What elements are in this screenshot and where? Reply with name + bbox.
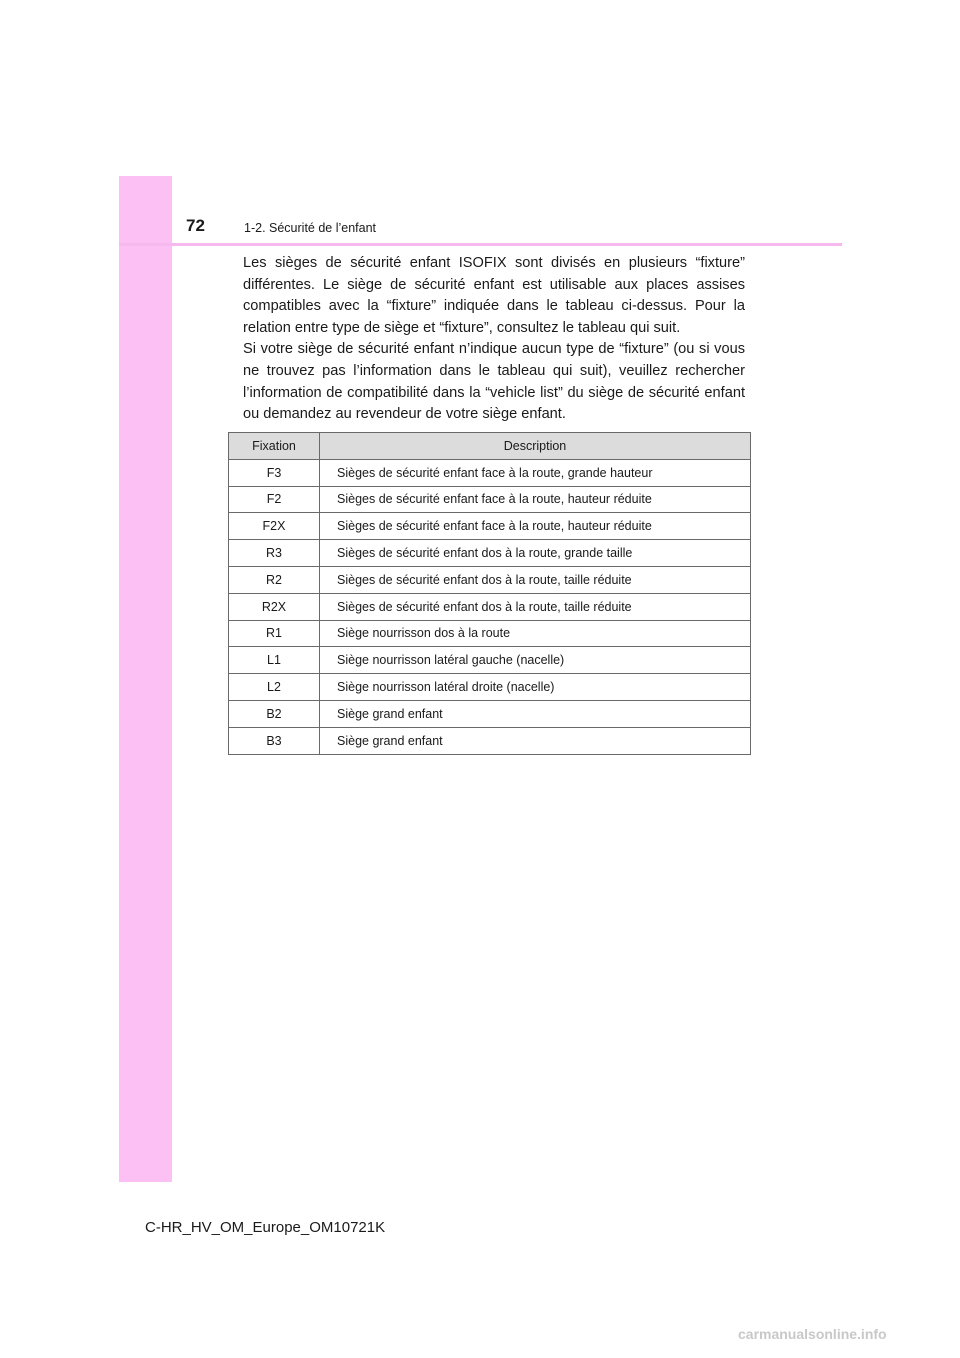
table-row bbox=[229, 513, 751, 540]
chapter-sidebar-tab bbox=[119, 176, 172, 1182]
document-code: C-HR_HV_OM_Europe_OM10721K bbox=[145, 1219, 386, 1236]
fixture-description: Sièges de sécurité enfant face à la route, hauteur réduite bbox=[320, 486, 751, 513]
paragraph: Les sièges de sécurité enfant ISOFIX sont divisés en plusieurs “fixture” différentes. Le siège de sécurité enfant est utilisable aux places assises compatibles avec la “fixture” indiquée dans le tableau ci-dessus. Pour la relation entre type de siège et “fixture”, consultez le tableau qui suit. bbox=[243, 255, 745, 336]
fixture-code: R3 bbox=[229, 540, 320, 567]
table-row bbox=[229, 593, 751, 620]
table-row bbox=[229, 647, 751, 674]
section-title: 1-2. Sécurité de l’enfant bbox=[244, 221, 377, 235]
fixture-code: R1 bbox=[229, 620, 320, 647]
table-row bbox=[229, 540, 751, 567]
column-header-fixation: Fixation bbox=[229, 433, 320, 460]
fixture-code: B3 bbox=[229, 727, 320, 754]
fixture-description: Siège nourrisson latéral gauche (nacelle) bbox=[320, 647, 751, 674]
fixture-description: Siège nourrisson dos à la route bbox=[320, 620, 751, 647]
fixture-code: L2 bbox=[229, 674, 320, 701]
fixture-description: Sièges de sécurité enfant dos à la route, taille réduite bbox=[320, 566, 751, 593]
table-row bbox=[229, 486, 751, 513]
table-row bbox=[229, 459, 751, 486]
column-header-description: Description bbox=[320, 433, 751, 460]
fixture-code: F2 bbox=[229, 486, 320, 513]
table-row bbox=[229, 674, 751, 701]
header-rule bbox=[119, 243, 842, 246]
fixture-description: Siège grand enfant bbox=[320, 700, 751, 727]
fixture-code: R2 bbox=[229, 566, 320, 593]
fixture-description: Sièges de sécurité enfant face à la route, hauteur réduite bbox=[320, 513, 751, 540]
fixture-code: F2X bbox=[229, 513, 320, 540]
fixture-description: Sièges de sécurité enfant face à la route, grande hauteur bbox=[320, 459, 751, 486]
table-row bbox=[229, 566, 751, 593]
fixture-table bbox=[228, 432, 751, 755]
table-row bbox=[229, 620, 751, 647]
fixture-description: Siège grand enfant bbox=[320, 727, 751, 754]
fixture-code: F3 bbox=[229, 459, 320, 486]
fixture-description: Sièges de sécurité enfant dos à la route, grande taille bbox=[320, 540, 751, 567]
table-row bbox=[229, 727, 751, 754]
fixture-code: L1 bbox=[229, 647, 320, 674]
fixture-description: Sièges de sécurité enfant dos à la route, taille réduite bbox=[320, 593, 751, 620]
page-number: 72 bbox=[186, 216, 205, 235]
fixture-code: R2X bbox=[229, 593, 320, 620]
table-row bbox=[229, 700, 751, 727]
table-header-row bbox=[229, 433, 751, 460]
watermark-text: carmanualsonline.info bbox=[738, 1326, 887, 1342]
body-text bbox=[243, 253, 745, 426]
fixture-description: Siège nourrisson latéral droite (nacelle) bbox=[320, 674, 751, 701]
paragraph: Si votre siège de sécurité enfant n’indique aucun type de “fixture” (ou si vous ne trouvez pas l’information dans le tableau qui suit), veuillez rechercher l’information de compatibilité dans la “vehicle list” du siège de sécurité enfant ou demandez au revendeur de votre siège enfant. bbox=[243, 341, 745, 423]
fixture-code: B2 bbox=[229, 700, 320, 727]
